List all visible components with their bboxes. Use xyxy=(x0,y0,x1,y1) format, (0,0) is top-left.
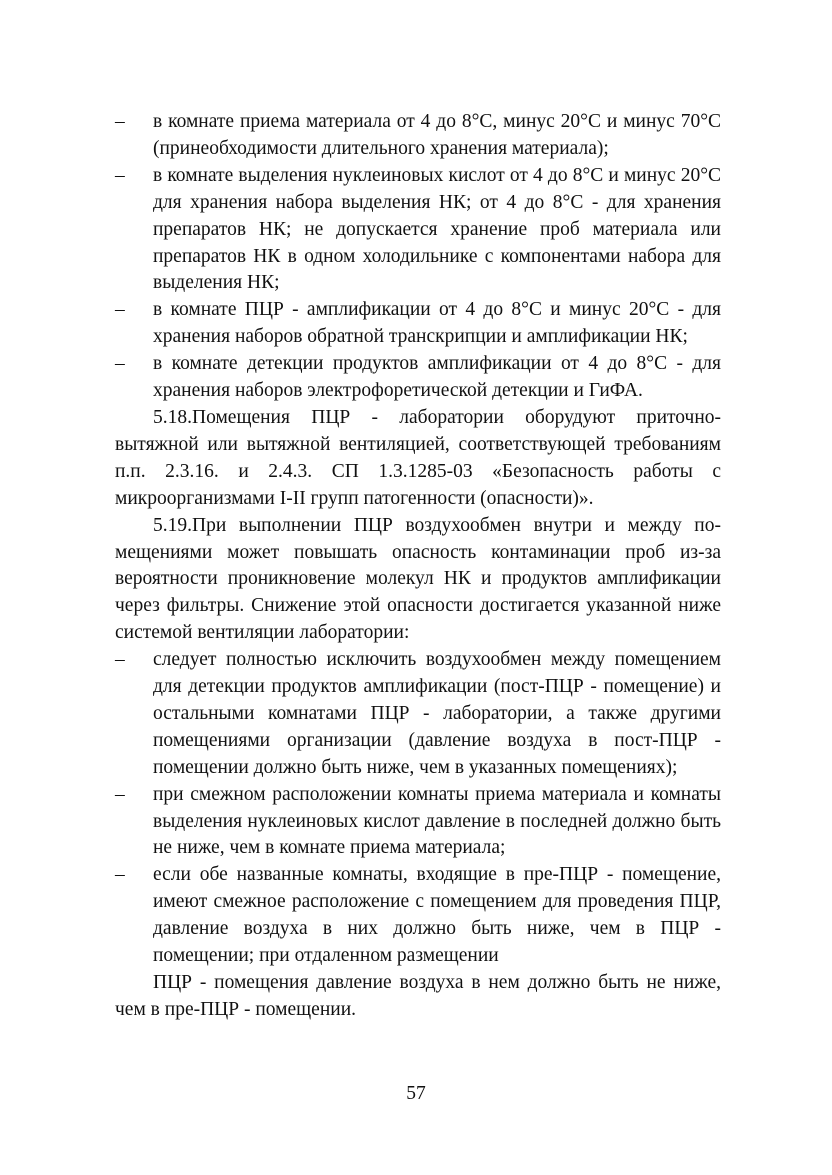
list-item-text: следует полностью исключить воздухообмен между помещением для детекции продуктов амплификации (пост-ПЦР - помещение) и остальными комнатами ПЦР - лаборатории, а также другими помещениями организации (давление воздуха в пост-ПЦР - помещении должно быть ниже, чем в указанных помещениях); xyxy=(153,649,721,778)
paragraph-final: ПЦР - помещения давление воздуха в нем должно быть не ниже, чем в пре-ПЦР - помещении. xyxy=(115,972,721,1020)
list-item xyxy=(115,647,721,782)
list-dash: – xyxy=(115,783,125,805)
list-dash: – xyxy=(115,649,125,671)
list-item-text: в комнате ПЦР - амплификации от 4 до 8°С и минус 20°С - для хранения наборов обратной транскрипции и амплификации НК; xyxy=(153,299,721,348)
list-item xyxy=(115,297,721,351)
list-item-text: при смежном расположении комнаты приема материала и комнаты выделения нуклеиновых кислот давление в последней должно быть не ниже, чем в комнате приема материала; xyxy=(153,783,721,859)
list-item-text: в комнате выделения нуклеиновых кислот от 4 до 8°С и минус 20°С для хранения набора выделения НК; от 4 до 8°С - для хранения препаратов НК; не допускается хранение проб материала или препаратов НК в одном холодильнике с компонентами набора для выделения НК; xyxy=(153,164,721,294)
page-text xyxy=(115,109,721,1024)
paragraph-5-19: 5.19.При выполнении ПЦР воздухообмен внутри и между помещениями может повышать опасность контаминации проб из-за вероятности проникновение молекул НК и продуктов амплификации через фильтры. Снижение этой опасности достигается указанной ниже системой вентиляции лаборатории: xyxy=(115,514,721,644)
list-item xyxy=(115,782,721,863)
paragraph-5-18: 5.18.Помещения ПЦР - лаборатории оборудуют приточно-вытяжной или вытяжной вентиляцией, соответствующей требованиям п.п. 2.3.16. и 2.4.3. СП 1.3.1285-03 «Безопасность работы с микроорганизмами I-II групп патогенности (опасности)». xyxy=(115,406,721,509)
list-item xyxy=(115,109,721,163)
list-item-text: в комнате приема материала от 4 до 8°С, минус 20°С и минус 70°С (принеобходимости длительного хранения материала); xyxy=(153,111,721,159)
list-item-text: в комнате детекции продуктов амплификации от 4 до 8°С - для хранения наборов электрофоретической детекции и ГиФА. xyxy=(153,353,721,402)
list-item xyxy=(115,351,721,405)
list-dash: – xyxy=(115,299,125,321)
list-dash: – xyxy=(115,164,125,186)
page-number: 57 xyxy=(406,1083,426,1104)
list-dash: – xyxy=(115,864,125,886)
list-dash: – xyxy=(115,111,125,132)
list-item-text: если обе названные комнаты, входящие в пре-ПЦР - помещение, имеют смежное расположение с помещением для проведения ПЦР, давление воздуха в них должно быть ниже, чем в ПЦР - помещении; при отдаленном размещении xyxy=(153,864,721,967)
list-dash: – xyxy=(115,353,125,375)
list-item xyxy=(115,862,721,970)
list-item xyxy=(115,163,721,298)
